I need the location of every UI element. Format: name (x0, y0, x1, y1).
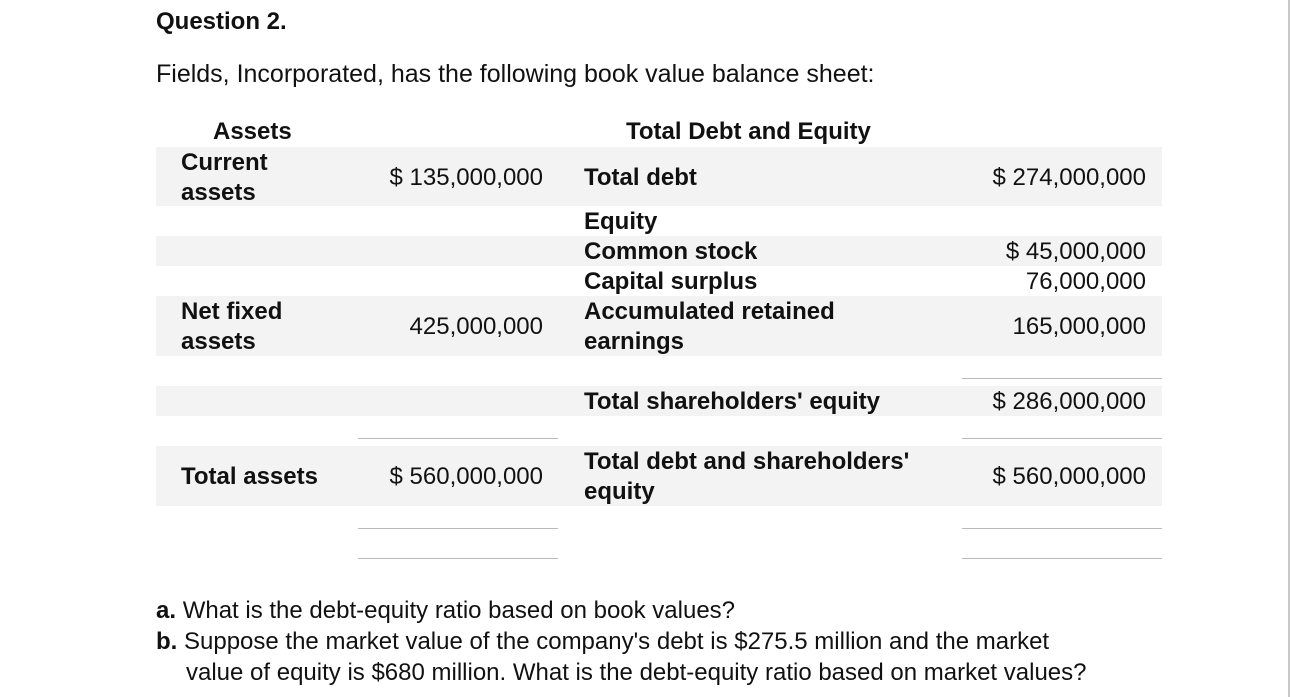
retained-earnings-value: 165,000,000 (1012, 313, 1146, 340)
rule-equity-subtotal (962, 378, 1162, 379)
rule-assets-total-top (358, 438, 558, 439)
rule-de-double-1 (962, 528, 1162, 529)
question-b (156, 626, 1049, 657)
net-fixed-assets-label: Net fixed (181, 298, 283, 325)
total-shareholders-equity-label: Total shareholders' equity (584, 388, 880, 415)
question-b-continued: value of equity is $680 million. What is the debt-equity ratio based on market values? (186, 659, 1087, 686)
current-assets-value: $ 135,000,000 (389, 164, 543, 191)
total-debt-and-equity-value: $ 560,000,000 (992, 463, 1146, 490)
question-a (156, 595, 735, 626)
question-a-marker: a. (156, 597, 177, 624)
total-debt-and-equity-label: Total debt and shareholders' (584, 448, 910, 475)
question-b-text: Suppose the market value of the company's debt is $275.5 million and the market (184, 628, 1050, 655)
current-assets-label-2: assets (181, 179, 256, 206)
total-assets-label: Total assets (181, 463, 318, 490)
rule-assets-double-2 (358, 558, 558, 559)
assets-header: Assets (213, 118, 292, 145)
question-title: Question 2. (156, 8, 287, 35)
total-assets-value: $ 560,000,000 (389, 463, 543, 490)
capital-surplus-value: 76,000,000 (1025, 268, 1146, 295)
current-assets-label: Current (181, 149, 268, 176)
rule-de-double-2 (962, 558, 1162, 559)
rule-de-total-top (962, 438, 1162, 439)
total-shareholders-equity-value: $ 286,000,000 (992, 388, 1146, 415)
question-b-marker: b. (156, 628, 178, 655)
debt-equity-header: Total Debt and Equity (626, 118, 871, 145)
total-debt-label: Total debt (584, 164, 697, 191)
rule-assets-double-1 (358, 528, 558, 529)
common-stock-value: $ 45,000,000 (1005, 238, 1146, 265)
retained-earnings-label-2: earnings (584, 328, 685, 355)
capital-surplus-label: Capital surplus (584, 268, 758, 295)
common-stock-label: Common stock (584, 238, 758, 265)
net-fixed-assets-value: 425,000,000 (409, 313, 543, 340)
total-debt-value: $ 274,000,000 (992, 164, 1146, 191)
total-debt-and-equity-label-2: equity (584, 478, 655, 505)
question-a-text: What is the debt-equity ratio based on book values? (182, 597, 736, 624)
intro-text: Fields, Incorporated, has the following book value balance sheet: (156, 60, 875, 88)
equity-label: Equity (584, 208, 658, 235)
retained-earnings-label: Accumulated retained (584, 298, 835, 325)
net-fixed-assets-label-2: assets (181, 328, 256, 355)
